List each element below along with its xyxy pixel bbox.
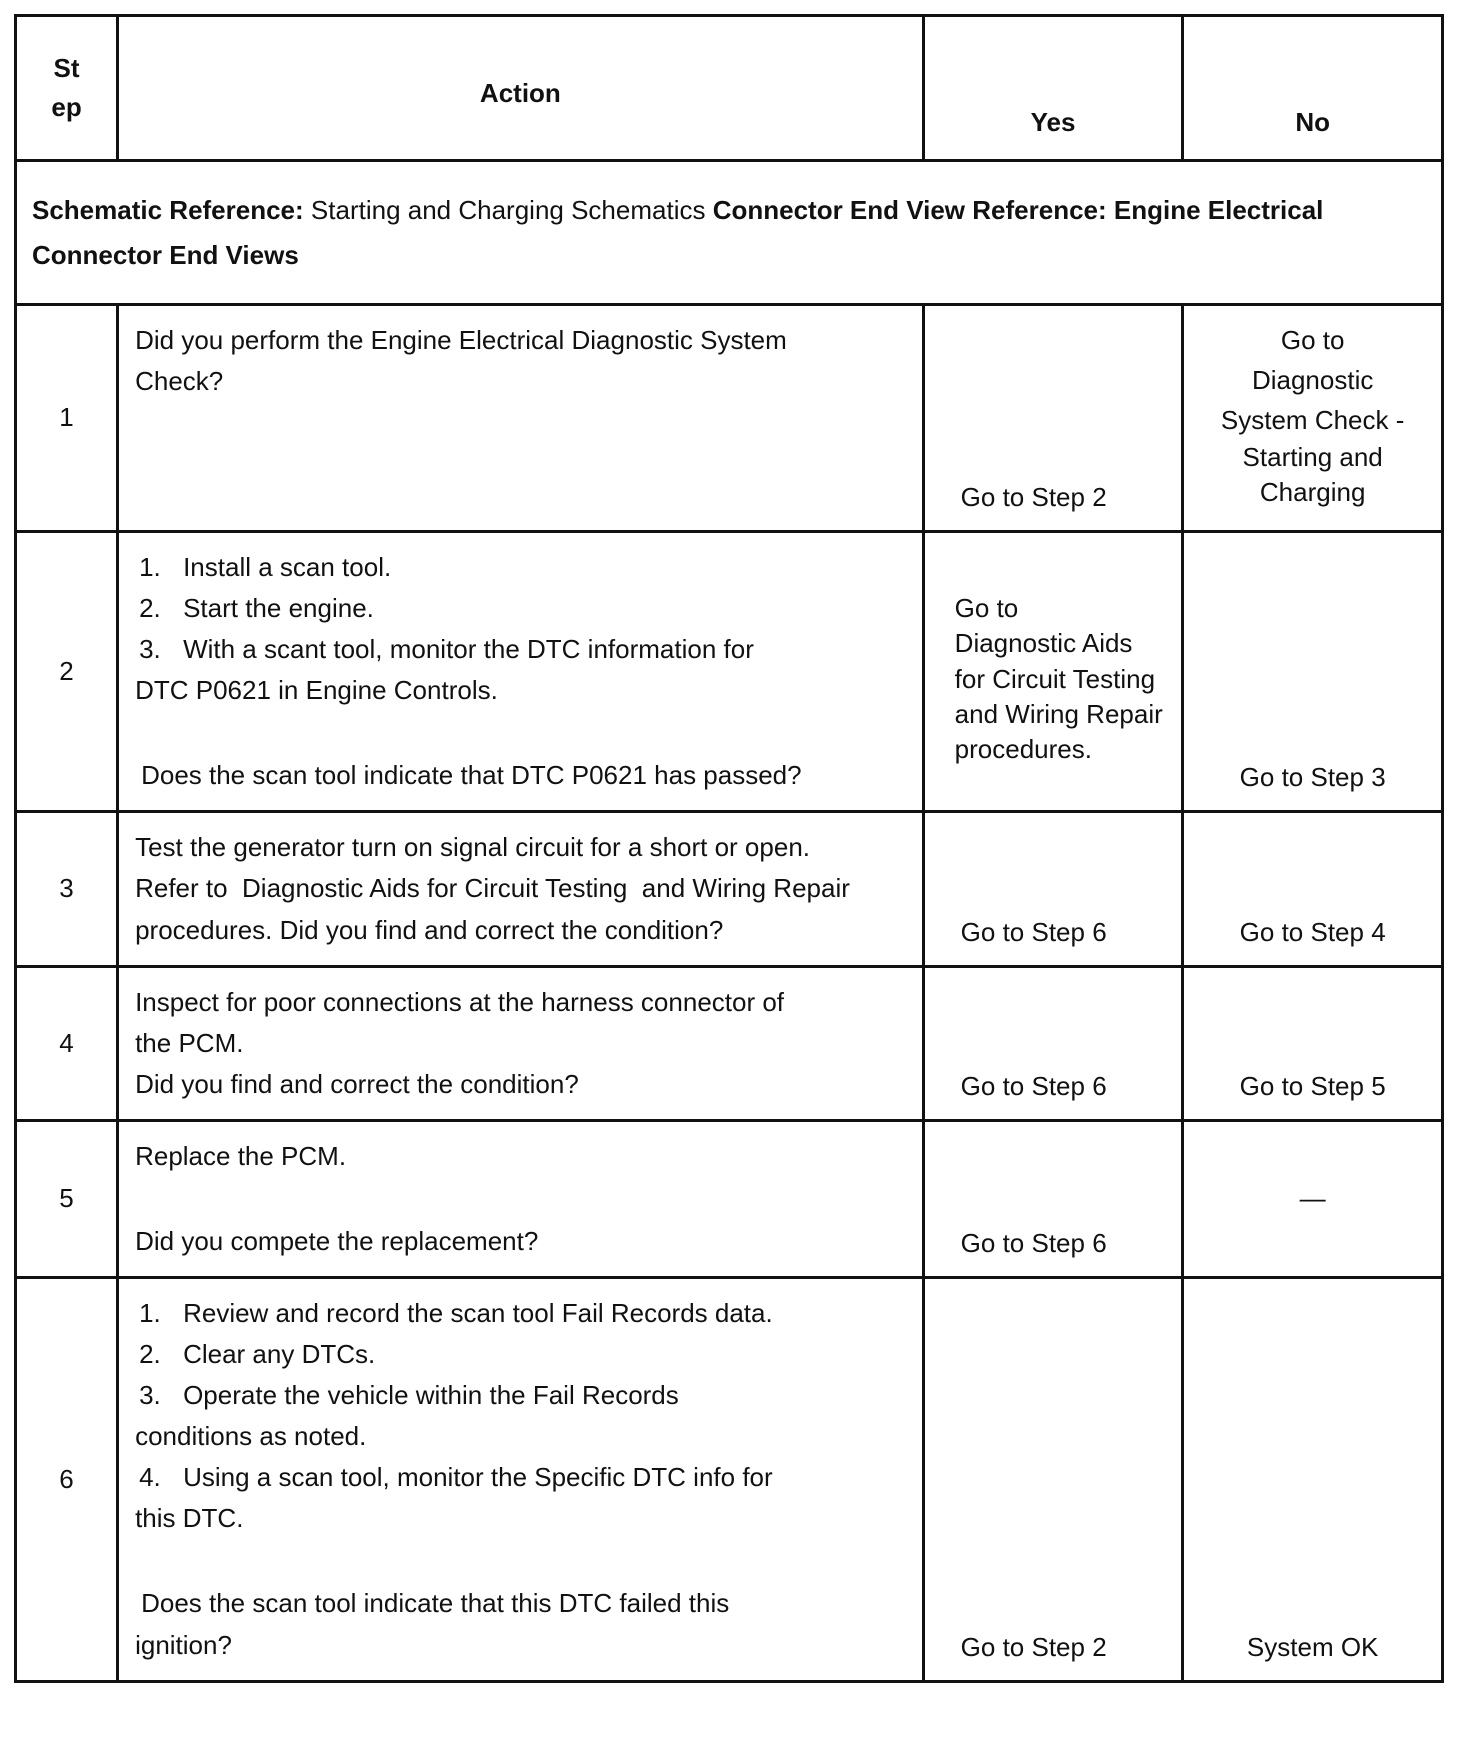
header-yes: Yes bbox=[923, 16, 1183, 161]
step-number: 6 bbox=[16, 1278, 118, 1682]
no-result: Go to Step 4 bbox=[1183, 812, 1443, 966]
table-row bbox=[16, 1278, 1443, 1682]
header-no: No bbox=[1183, 16, 1443, 161]
yes-result: Go to Diagnostic Aids for Circuit Testing and Wiring Repair procedures. bbox=[923, 532, 1183, 812]
action-text: Test the generator turn on signal circuit for a short or open. Refer to Diagnostic Aids for Circuit Testing and Wiring Repair procedures. Did you find and correct the condition? bbox=[118, 812, 924, 966]
no-result: — bbox=[1183, 1120, 1443, 1277]
step-number: 5 bbox=[16, 1120, 118, 1277]
step-number: 4 bbox=[16, 966, 118, 1120]
table-row bbox=[16, 966, 1443, 1120]
reference-cell bbox=[16, 161, 1443, 305]
connector-reference-label: Connector End View Reference: Engine Electrical Connector End Views bbox=[32, 194, 1324, 270]
header-step: St ep bbox=[16, 16, 118, 161]
schematic-reference-value: Starting and Charging Schematics bbox=[310, 194, 706, 225]
action-text: Replace the PCM. Did you compete the replacement? bbox=[118, 1120, 924, 1277]
action-text: 1. Review and record the scan tool Fail Records data. 2. Clear any DTCs. 3. Operate the vehicle within the Fail Records conditions as noted. 4. Using a scan tool, monitor the Specific DTC info for this DTC. Does the scan tool indicate that this DTC failed this ignition? bbox=[118, 1278, 924, 1682]
no-result: Go to Step 5 bbox=[1183, 966, 1443, 1120]
step-number: 1 bbox=[16, 305, 118, 532]
schematic-reference-label: Schematic Reference: bbox=[32, 194, 304, 225]
yes-result: Go to Step 6 bbox=[923, 1120, 1183, 1277]
yes-result: Go to Step 2 bbox=[923, 1278, 1183, 1682]
table-row bbox=[16, 812, 1443, 966]
no-result: Go to Step 3 bbox=[1183, 532, 1443, 812]
step-number: 2 bbox=[16, 532, 118, 812]
no-result: System OK bbox=[1183, 1278, 1443, 1682]
no-result: Go to Diagnostic System Check - Starting and Charging bbox=[1183, 305, 1443, 532]
yes-result: Go to Step 6 bbox=[923, 966, 1183, 1120]
action-text: Did you perform the Engine Electrical Diagnostic System Check? bbox=[118, 305, 924, 532]
table-row bbox=[16, 305, 1443, 532]
step-number: 3 bbox=[16, 812, 118, 966]
header-action: Action bbox=[118, 16, 924, 161]
header-row bbox=[16, 16, 1443, 161]
reference-row bbox=[16, 161, 1443, 305]
diagnostic-table bbox=[14, 14, 1444, 1683]
action-text: 1. Install a scan tool. 2. Start the engine. 3. With a scant tool, monitor the DTC information for DTC P0621 in Engine Controls. Does the scan tool indicate that DTC P0621 has passed? bbox=[118, 532, 924, 812]
table-row bbox=[16, 532, 1443, 812]
yes-result: Go to Step 2 bbox=[923, 305, 1183, 532]
table-row bbox=[16, 1120, 1443, 1277]
action-text: Inspect for poor connections at the harness connector of the PCM. Did you find and correct the condition? bbox=[118, 966, 924, 1120]
yes-result: Go to Step 6 bbox=[923, 812, 1183, 966]
